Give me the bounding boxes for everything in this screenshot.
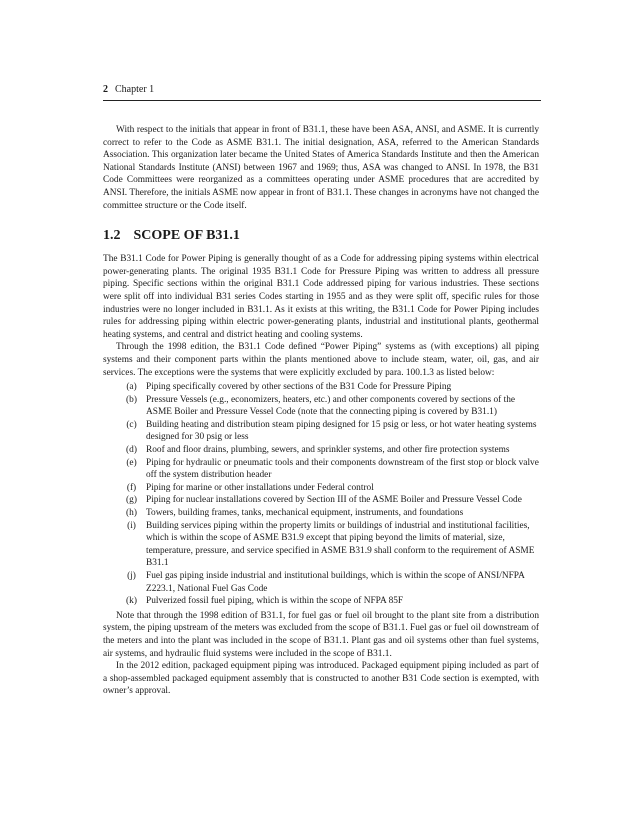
list-item: [119, 394, 539, 419]
scope-paragraph: Through the 1998 edition, the B31.1 Code defined “Power Piping” systems as (with exceptions) all piping systems and their component parts within the plants mentioned above to include steam, water, oil, gas, and air services. The exceptions were the systems that were explicitly excluded by para. 100.1.3 as listed below:: [103, 342, 539, 378]
section-title: SCOPE OF B31.1: [133, 228, 240, 244]
list-item-marker: (f): [126, 482, 137, 493]
list-item-text: Piping for hydraulic or pneumatic tools and their components downstream of the first stop or block valve off the system distribution header: [146, 457, 539, 481]
list-item: [119, 494, 539, 507]
list-item-text: Piping for marine or other installations under Federal control: [146, 482, 374, 493]
list-item: [119, 444, 539, 457]
list-item: [119, 381, 539, 394]
closing-paragraph: Note that through the 1998 edition of B31.1, for fuel gas or fuel oil brought to the plant site from a distribution system, the piping upstream of the meters was excluded from the scope of B31.1. Fuel gas or fuel oil downstream of the meters and into the plant was included in the scope of B31.1. Plant gas and oil systems other than fuel systems, air systems, and hydraulic fluid systems were included in the scope of B31.1.: [103, 610, 539, 659]
list-item-text: Piping specifically covered by other sections of the B31 Code for Pressure Piping: [146, 382, 452, 393]
list-item-marker: (j): [127, 571, 136, 581]
list-item-text: Towers, building frames, tanks, mechanical equipment, instruments, and foundations: [146, 508, 464, 519]
list-item: [119, 419, 539, 444]
list-item-text: Pressure Vessels (e.g., economizers, heaters, etc.) and other components covered by sections of the ASME Boiler and Pressure Vessel Code (note that the connecting piping is covered by B31.1): [146, 394, 516, 418]
section-number: 1.2: [103, 228, 121, 244]
list-item: [119, 520, 539, 570]
list-item: [119, 507, 539, 520]
list-item: [119, 570, 539, 595]
list-item: [119, 482, 539, 495]
list-item-marker: (d): [126, 445, 137, 456]
list-item-marker: (b): [126, 394, 137, 405]
exceptions-list: [103, 381, 539, 608]
list-item-text: Pulverized fossil fuel piping, which is within the scope of NFPA 85F: [146, 596, 404, 607]
running-head: [103, 84, 535, 96]
closing-paragraph: In the 2012 edition, packaged equipment piping was introduced. Packaged equipment piping included as part of a shop-assembled packaged equipment assembly that is constructed to another B31 Code section is exempted, with owner’s approval.: [103, 661, 539, 697]
list-item: [119, 595, 539, 608]
header-rule: [103, 100, 541, 101]
list-item: [119, 457, 539, 482]
list-item-text: Fuel gas piping inside industrial and institutional buildings, which is within the scope of ANSI/NFPA Z223.1, National Fuel Gas Code: [146, 571, 525, 594]
list-item-marker: (i): [127, 520, 136, 531]
list-item-marker: (h): [126, 508, 137, 519]
list-item-text: Piping for nuclear installations covered by Section III of the ASME Boiler and Pressure Vessel Code: [146, 495, 522, 506]
page-body: [103, 124, 539, 698]
section-heading: [103, 228, 539, 244]
list-item-text: Roof and floor drains, plumbing, sewers, and sprinkler systems, and other fire protection systems: [146, 445, 510, 456]
list-item-marker: (c): [126, 419, 137, 430]
list-item-marker: (e): [126, 457, 137, 468]
list-item-marker: (a): [126, 382, 137, 393]
scope-paragraph: The B31.1 Code for Power Piping is generally thought of as a Code for addressing piping systems within electrical power-generating plants. The original 1935 B31.1 Code for Pressure Piping was written to address all pressure piping. Specific sections within the original B31.1 Code addressed piping for various industries. These sections were split off into individual B31 series Codes starting in 1955 and as they were split off, specific rules for those industries were no longer included in B31.1. As it exists at this writing, the B31.1 Code for Power Piping includes rules for addressing piping within electric power-generating plants, industrial and institutional plants, geothermal heating systems, and central and district heating and cooling systems.: [103, 254, 539, 340]
list-item-text: Building services piping within the property limits or buildings of industrial and institutional facilities, which is within the scope of ASME B31.9 except that piping beyond the limits of material, size, temperature, pressure, and service specified in ASME B31.9 shall conform to the requirement of ASME B31.1: [146, 520, 535, 569]
list-item-text: Building heating and distribution steam piping designed for 15 psig or less, or hot water heating systems designed for 30 psig or less: [146, 419, 537, 443]
list-item-marker: (k): [126, 596, 137, 607]
list-item-marker: (g): [126, 495, 137, 506]
page-number: 2: [103, 84, 108, 95]
chapter-label: Chapter 1: [115, 84, 155, 95]
intro-paragraph: With respect to the initials that appear in front of B31.1, these have been ASA, ANSI, and ASME. It is currently correct to refer to the Code as ASME B31.1. The initial designation, ASA, referred to the American Standards Association. This organization later became the United States of America Standards Institute and then the American National Standards Institute (ANSI) between 1967 and 1969; thus, ASA was changed to ANSI. In 1978, the B31 Code Committees were reorganized as a committees operating under ASME procedures that are accredited by ANSI. Therefore, the initials ASME now appear in front of B31.1. These changes in acronyms have not changed the committee structure or the Code itself.: [103, 125, 539, 211]
